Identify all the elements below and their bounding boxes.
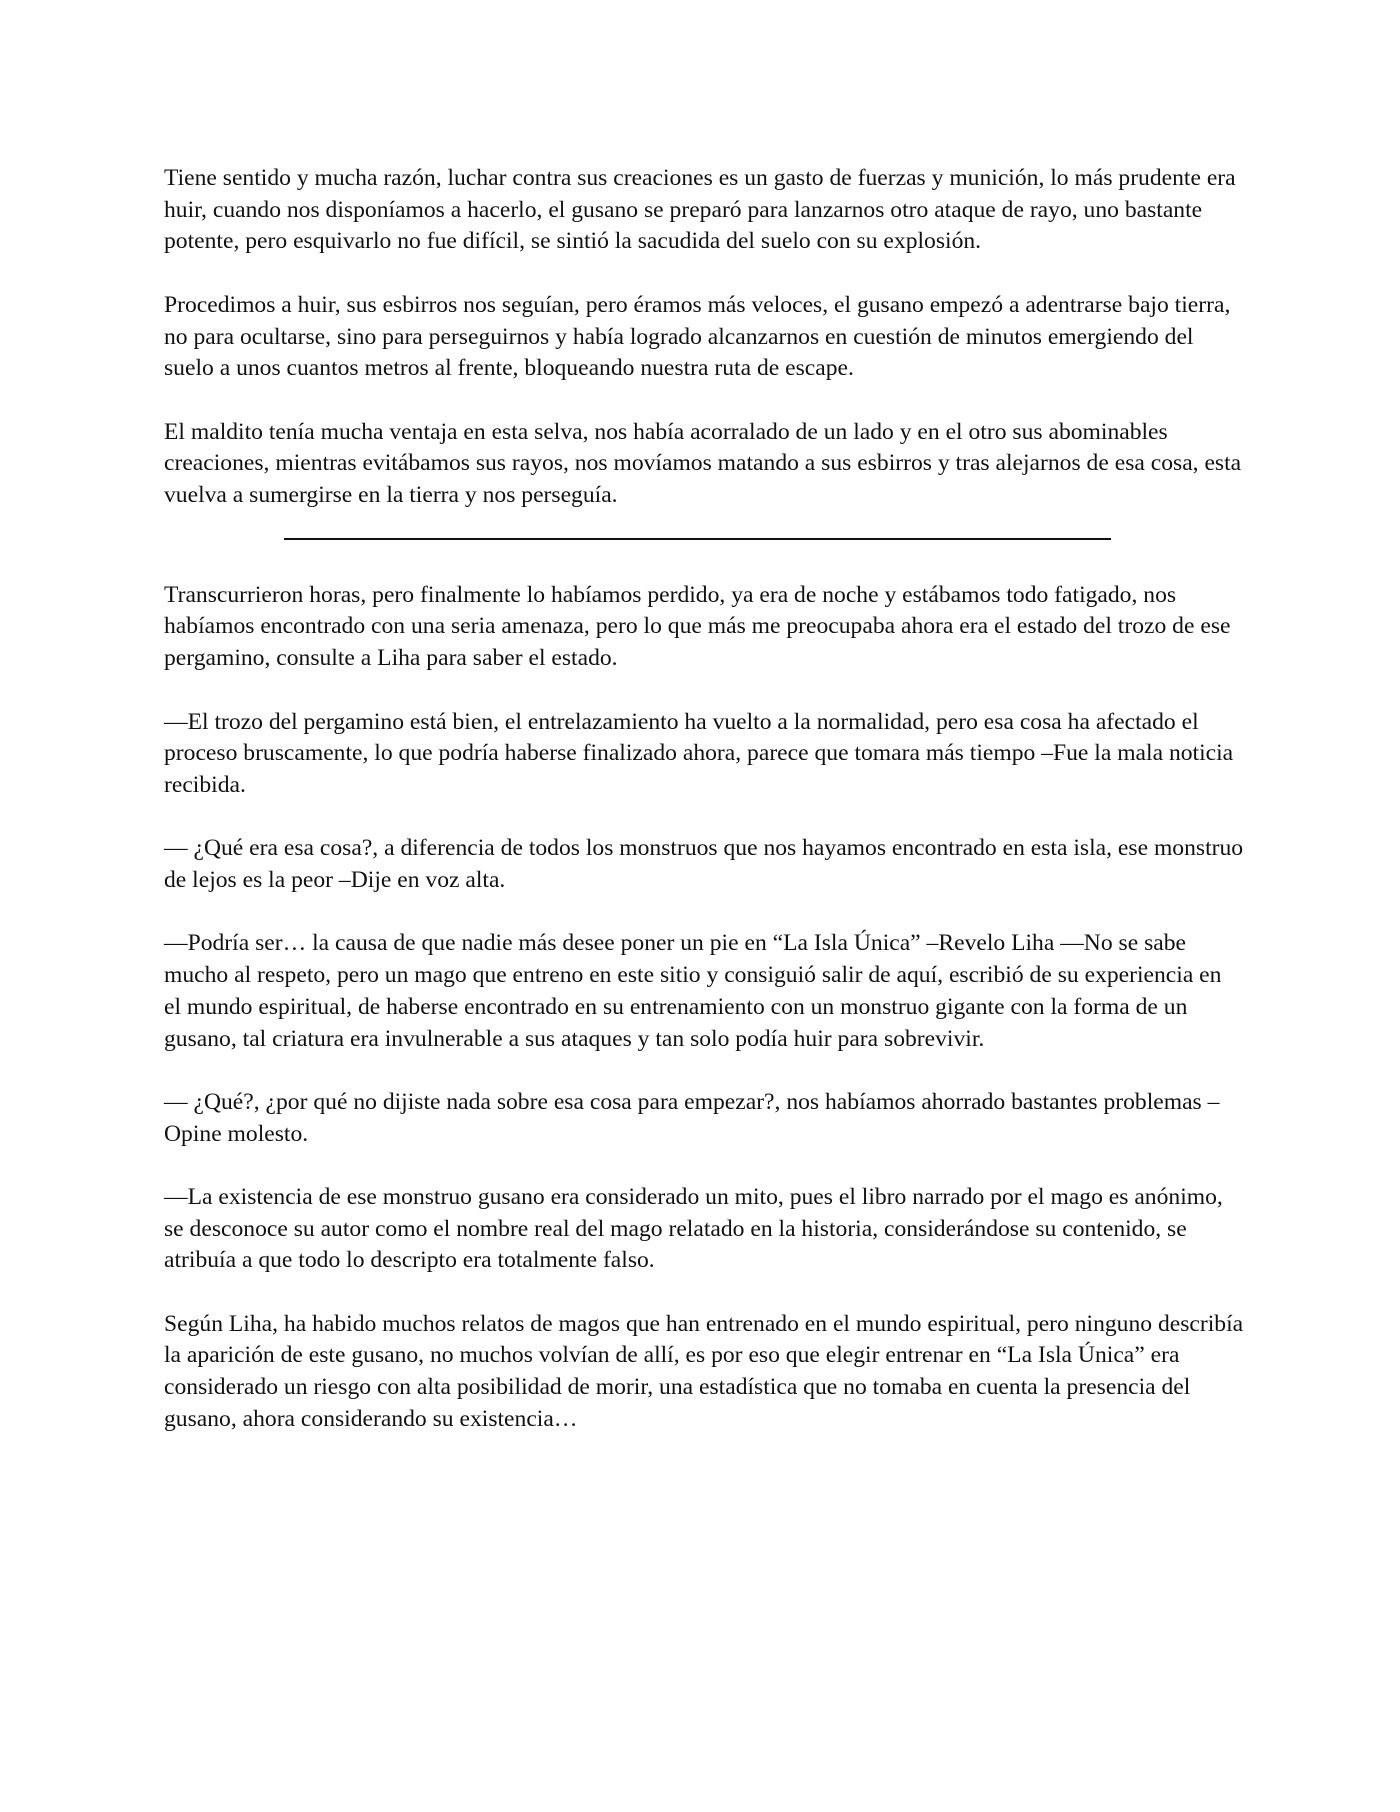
paragraph: Según Liha, ha habido muchos relatos de magos que han entrenado en el mundo espiritual, pero ninguno describía la aparición de este gusano, no muchos volvían de allí, es por eso que elegir entrenar en “La Isla Única” era considerado un riesgo con alta posibilidad de morir, una estadística que no tomaba en cuenta la presencia del gusano, ahora considerando su existencia… xyxy=(164,1310,1244,1432)
paragraph: —El trozo del pergamino está bien, el entrelazamiento ha vuelto a la normalidad, pero esa cosa ha afectado el proceso bruscamente, lo que podría haberse finalizado ahora, parece que tomara más tiempo –Fue la mala noticia recibida. xyxy=(164,708,1234,798)
paragraph: Tiene sentido y mucha razón, luchar contra sus creaciones es un gasto de fuerzas y munición, lo más prudente era huir, cuando nos disponíamos a hacerlo, el gusano se preparó para lanzarnos otro ataque de rayo, uno bastante potente, pero esquivarlo no fue difícil, se sintió la sacudida del suelo con su explosión. xyxy=(164,165,1236,255)
paragraph: Procedimos a huir, sus esbirros nos seguían, pero éramos más veloces, el gusano empezó a adentrarse bajo tierra, no para ocultarse, sino para perseguirnos y había logrado alcanzarnos en cuestión de minutos emergiendo del suelo a unos cuantos metros al frente, bloqueando nuestra ruta de escape. xyxy=(164,291,1231,382)
paragraph: — ¿Qué?, ¿por qué no dijiste nada sobre esa cosa para empezar?, nos habíamos ahorrado bastantes problemas –Opine molesto. xyxy=(164,1088,1220,1147)
paragraph: — ¿Qué era esa cosa?, a diferencia de todos los monstruos que nos hayamos encontrado en esta isla, ese monstruo de lejos es la peor –Dije en voz alta. xyxy=(164,835,1244,893)
section-divider xyxy=(284,538,1111,540)
paragraph: El maldito tenía mucha ventaja en esta selva, nos había acorralado de un lado y en el otro sus abominables creaciones, mientras evitábamos sus rayos, nos movíamos matando a sus esbirros y tras alejarnos de esa cosa, esta vuelva a sumergirse en la tierra y nos perseguía. xyxy=(164,418,1242,508)
paragraph: Transcurrieron horas, pero finalmente lo habíamos perdido, ya era de noche y estábamos todo fatigado, nos habíamos encontrado con una seria amenaza, pero lo que más me preocupaba ahora era el estado del trozo de ese pergamino, consulte a Liha para saber el estado. xyxy=(164,581,1231,672)
paragraph: —Podría ser… la causa de que nadie más desee poner un pie en “La Isla Única” –Revelo Liha —No se sabe mucho al respeto, pero un mago que entreno en este sitio y consiguió salir de aquí, escribió de su experiencia en el mundo espiritual, de haberse encontrado en su entrenamiento con un monstruo gigante con la forma de un gusano, tal criatura era invulnerable a sus ataques y tan solo podía huir para sobrevivir. xyxy=(164,930,1222,1052)
paragraph: —La existencia de ese monstruo gusano era considerado un mito, pues el libro narrado por el mago es anónimo, se desconoce su autor como el nombre real del mago relatado en la historia, considerándose su contenido, se atribuía a que todo lo descripto era totalmente falso. xyxy=(164,1183,1223,1274)
document-body xyxy=(164,163,1244,1436)
